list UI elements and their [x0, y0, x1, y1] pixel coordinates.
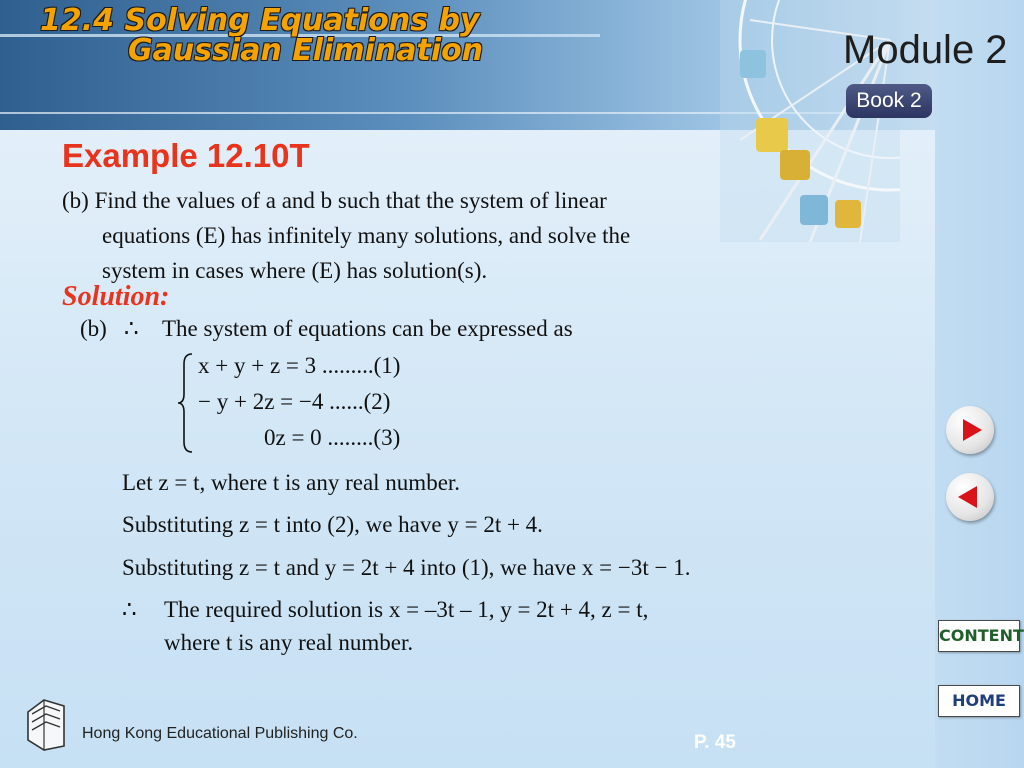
- conclusion-line-1: The required solution is x = –3t – 1, y = 2t + 4, z = t,: [164, 597, 649, 622]
- solution-intro-label: (b): [80, 316, 107, 341]
- problem-line-3: system in cases where (E) has solution(s).: [102, 258, 488, 283]
- problem-line-2: equations (E) has infinitely many solutions, and solve the: [102, 223, 631, 248]
- equation-1: x + y + z = 3 .........(1): [198, 353, 401, 378]
- substitution-step-2: Substituting z = t and y = 2t + 4 into (1), we have x = −3t − 1.: [122, 555, 691, 580]
- content-button[interactable]: CONTENT: [938, 620, 1020, 652]
- equation-3: 0z = 0 ........(3): [264, 425, 401, 450]
- slide-title-line1: 12.4 Solving Equations by: [40, 3, 480, 38]
- slide-title: [40, 2, 483, 70]
- left-brace-icon: [176, 352, 196, 454]
- play-left-icon: [946, 473, 994, 521]
- solution-intro-text: The system of equations can be expressed as: [162, 316, 573, 341]
- right-panel: [935, 0, 1024, 768]
- substitution-step-1: Substituting z = t into (2), we have y = 2t + 4.: [122, 512, 543, 537]
- page-number: P. 45: [694, 732, 736, 753]
- next-slide-button[interactable]: [946, 406, 994, 454]
- slide-title-line2: Gaussian Elimination: [128, 33, 484, 68]
- example-title: Example 12.10T: [62, 137, 310, 174]
- module-label: Module 2: [843, 28, 1008, 72]
- therefore-symbol: ∴: [124, 316, 139, 341]
- play-right-icon: [946, 406, 994, 454]
- equation-2: − y + 2z = −4 ......(2): [198, 389, 391, 414]
- home-button[interactable]: HOME: [938, 685, 1020, 717]
- problem-statement: [62, 183, 762, 288]
- previous-slide-button[interactable]: [946, 473, 994, 521]
- conclusion-therefore-symbol: ∴: [122, 597, 137, 622]
- book-badge: Book 2: [846, 84, 932, 118]
- solution-heading: Solution:: [62, 281, 170, 312]
- publisher-name: Hong Kong Educational Publishing Co.: [82, 725, 358, 742]
- conclusion-line-2: where t is any real number.: [164, 630, 414, 655]
- publisher-logo-icon: [24, 696, 68, 752]
- let-statement: Let z = t, where t is any real number.: [122, 470, 461, 495]
- problem-line-1: (b) Find the values of a and b such that the system of linear: [62, 188, 607, 213]
